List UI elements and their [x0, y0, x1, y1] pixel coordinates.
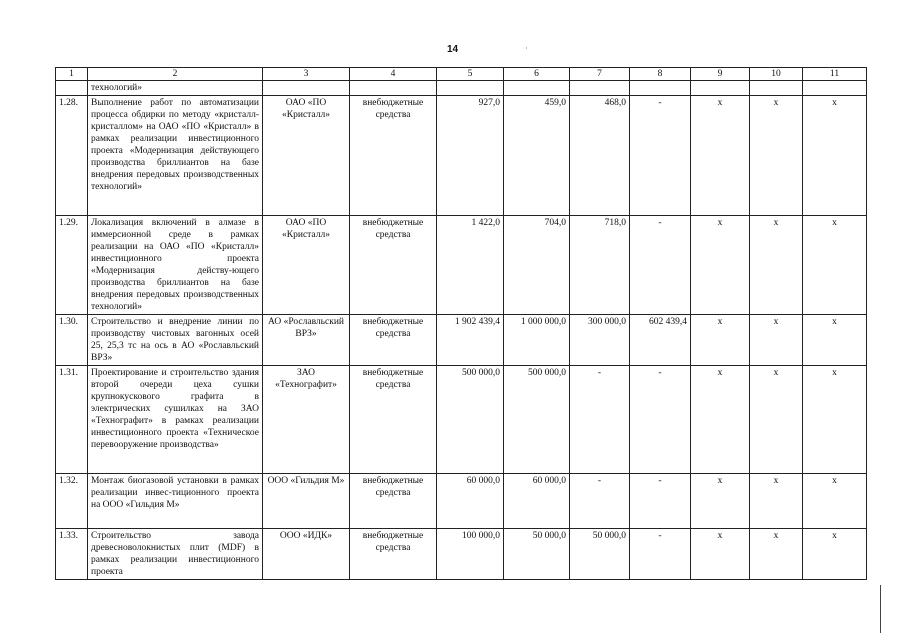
row-activity-name: Монтаж биогазовой установки в рамках реализации инвес-тиционного проекта на ООО «Гильдия М»: [88, 474, 263, 529]
header-cell: 11: [803, 68, 867, 81]
row-value-col9: х: [691, 529, 750, 580]
row-value-col6: 704,0: [504, 216, 570, 315]
header-cell: 7: [570, 68, 630, 81]
header-cell: 10: [750, 68, 803, 81]
table-row: [56, 216, 867, 315]
row-value-col5: 927,0: [437, 96, 504, 216]
row-activity-name: Выполнение работ по автоматизации процесса обдирки по методу «кристалл-кристаллом» на ОАО «ПО «Кристалл» в рамках реализации инвестиционного проекта «Модернизация действующего производства бриллиантов на базе внедрения передовых производственных технологий»: [88, 96, 263, 216]
table-row: [56, 315, 867, 366]
row-value-col11: х: [803, 366, 867, 474]
header-cell: 1: [56, 68, 88, 81]
row-value-col6: 50 000,0: [504, 529, 570, 580]
row-activity-name: Локализация включений в алмазе в иммерсионной среде в рамках реализации на ОАО «ПО «Кристалл» инвестиционного проекта «Модернизация действу-ющего производства бриллиантов на базе внедрения передовых производственных технологий»: [88, 216, 263, 315]
header-cell: 2: [88, 68, 263, 81]
row-value-col10: х: [750, 315, 803, 366]
row-value-col6: 60 000,0: [504, 474, 570, 529]
row-executor: ЗАО «Технографит»: [263, 366, 350, 474]
row-value-col11: х: [803, 216, 867, 315]
row-funding-source: внебюджетные средства: [350, 216, 437, 315]
row-value-col10: х: [750, 474, 803, 529]
row-value-col7: 300 000,0: [570, 315, 630, 366]
row-number: 1.30.: [56, 315, 88, 366]
row-value-col5: 1 902 439,4: [437, 315, 504, 366]
row-value-col5: 1 422,0: [437, 216, 504, 315]
row-value-col9: х: [691, 315, 750, 366]
header-cell: 5: [437, 68, 504, 81]
row-value-col8: -: [630, 529, 691, 580]
row-value-col8: -: [630, 474, 691, 529]
table-header-row: [56, 68, 867, 81]
row-value-col7: 718,0: [570, 216, 630, 315]
header-cell: 9: [691, 68, 750, 81]
row-value-col8: -: [630, 216, 691, 315]
table-row: [56, 366, 867, 474]
margin-rule: [880, 585, 881, 633]
row-value-col6: 500 000,0: [504, 366, 570, 474]
row-value-col10: х: [750, 366, 803, 474]
row-number: 1.29.: [56, 216, 88, 315]
row-value-col7: 468,0: [570, 96, 630, 216]
row-executor: ООО «Гильдия М»: [263, 474, 350, 529]
row-funding-source: внебюджетные средства: [350, 529, 437, 580]
row-value-col11: х: [803, 529, 867, 580]
row-number: 1.31.: [56, 366, 88, 474]
row-number: 1.32.: [56, 474, 88, 529]
row-executor: АО «Рославльский ВРЗ»: [263, 315, 350, 366]
header-cell: 3: [263, 68, 350, 81]
scan-speck: [526, 47, 527, 49]
row-value-col8: 602 439,4: [630, 315, 691, 366]
row-value-col9: х: [691, 366, 750, 474]
header-cell: 4: [350, 68, 437, 81]
row-executor: ОАО «ПО «Кристалл»: [263, 216, 350, 315]
row-value-col9: х: [691, 474, 750, 529]
row-value-col10: х: [750, 216, 803, 315]
row-executor: ООО «ИДК»: [263, 529, 350, 580]
row-value-col9: х: [691, 216, 750, 315]
row-number: 1.33.: [56, 529, 88, 580]
continuation-text: технологий»: [88, 81, 263, 96]
row-activity-name: Строительство и внедрение линии по производству чистовых вагонных осей 25, 25,3 тс на ось в АО «Рославльский ВРЗ»: [88, 315, 263, 366]
row-value-col10: х: [750, 529, 803, 580]
row-funding-source: внебюджетные средства: [350, 474, 437, 529]
row-value-col8: -: [630, 96, 691, 216]
table-row: [56, 529, 867, 580]
continuation-row: [56, 81, 867, 96]
row-value-col5: 100 000,0: [437, 529, 504, 580]
budget-table: [55, 67, 867, 580]
row-value-col7: 50 000,0: [570, 529, 630, 580]
page-number: 14: [446, 44, 459, 55]
row-value-col6: 459,0: [504, 96, 570, 216]
row-value-col5: 500 000,0: [437, 366, 504, 474]
row-value-col11: х: [803, 96, 867, 216]
header-cell: 6: [504, 68, 570, 81]
row-value-col5: 60 000,0: [437, 474, 504, 529]
table-row: [56, 474, 867, 529]
row-activity-name: Проектирование и строительство здания второй очереди цеха сушки крупнокускового графита в электрических сушилках на ЗАО «Технографит» в рамках реализации инвестиционного проекта «Техническое перевооружение производства»: [88, 366, 263, 474]
row-value-col9: х: [691, 96, 750, 216]
row-value-col7: -: [570, 366, 630, 474]
row-activity-name: Строительство завода древесноволокнистых плит (MDF) в рамках реализации инвестиционного проекта: [88, 529, 263, 580]
row-value-col11: х: [803, 315, 867, 366]
table-row: [56, 96, 867, 216]
row-number: 1.28.: [56, 96, 88, 216]
row-funding-source: внебюджетные средства: [350, 96, 437, 216]
row-value-col8: -: [630, 366, 691, 474]
header-cell: 8: [630, 68, 691, 81]
row-funding-source: внебюджетные средства: [350, 315, 437, 366]
row-executor: ОАО «ПО «Кристалл»: [263, 96, 350, 216]
row-value-col11: х: [803, 474, 867, 529]
row-funding-source: внебюджетные средства: [350, 366, 437, 474]
row-value-col7: -: [570, 474, 630, 529]
row-value-col10: х: [750, 96, 803, 216]
row-value-col6: 1 000 000,0: [504, 315, 570, 366]
